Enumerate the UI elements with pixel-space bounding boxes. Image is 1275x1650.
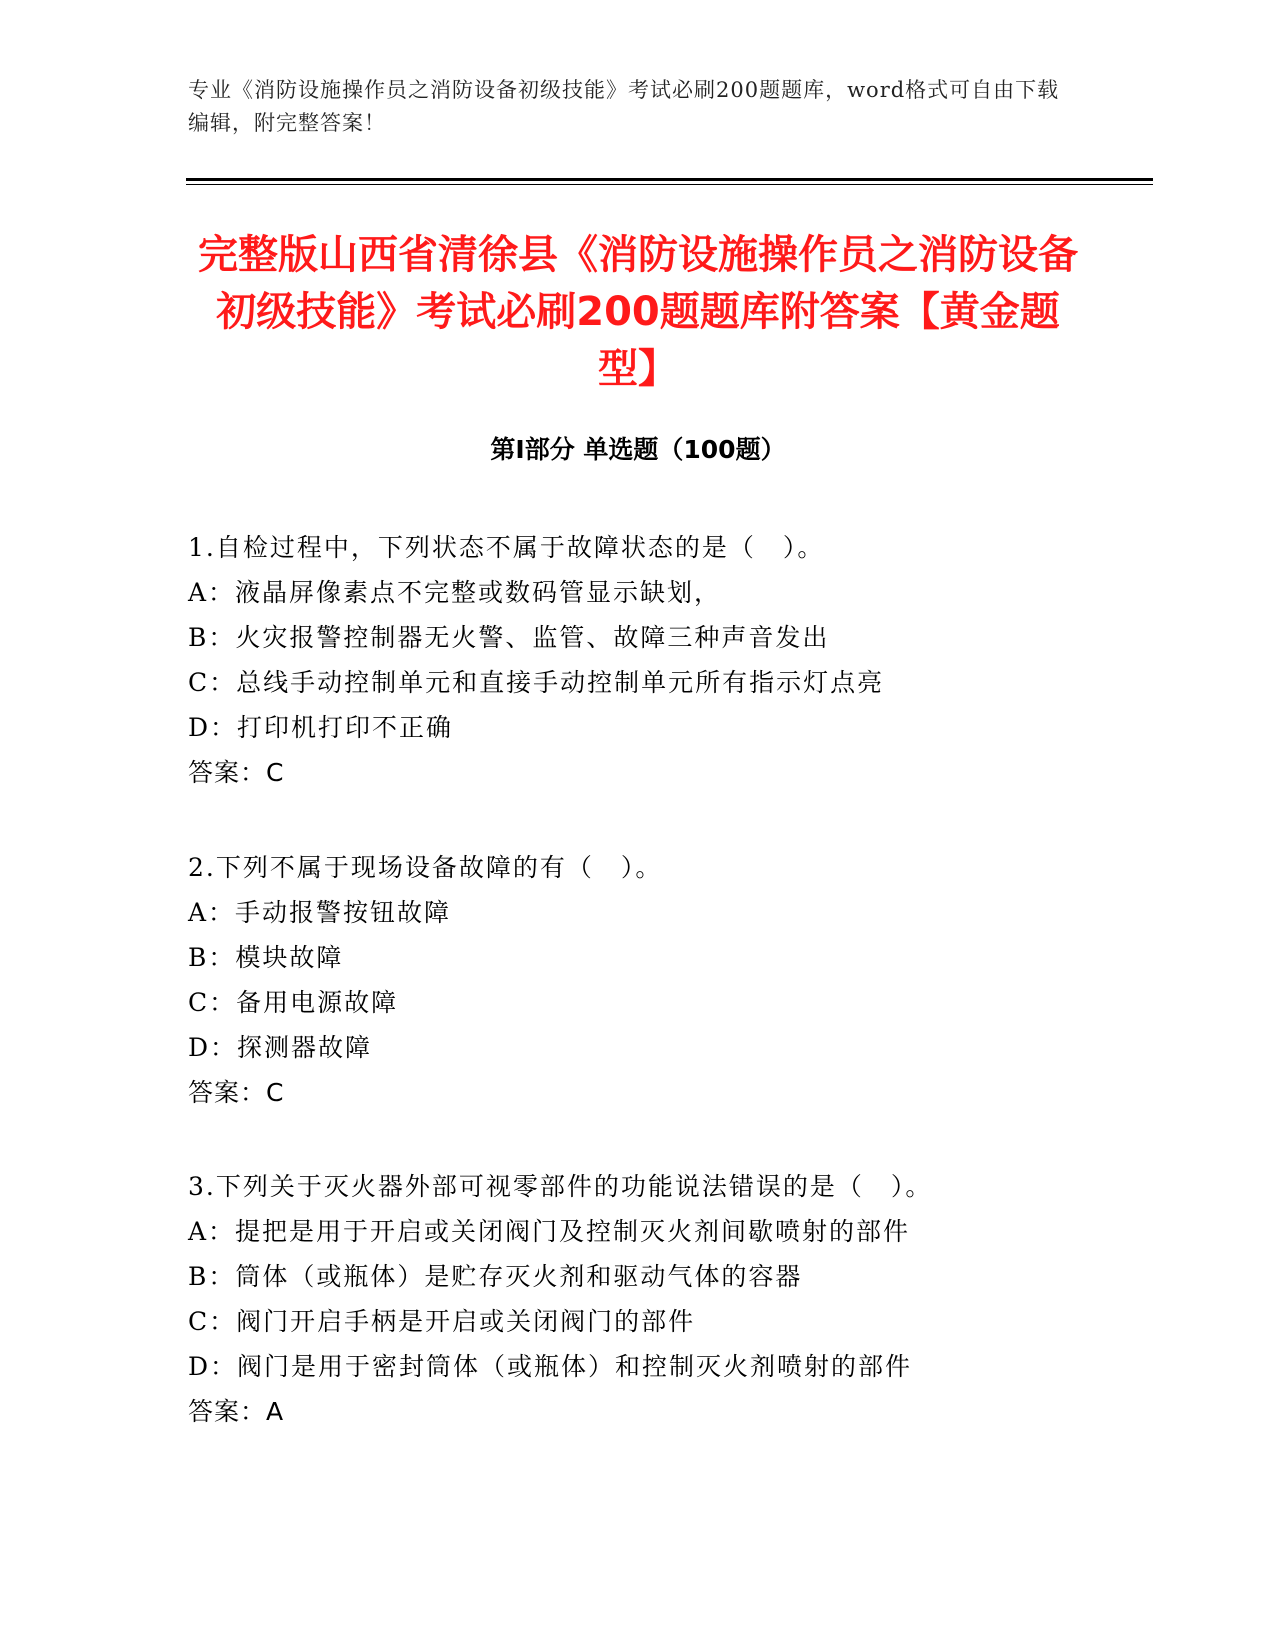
option-b: B：火灾报警控制器无火警、监管、故障三种声音发出: [188, 623, 830, 652]
answer-line: 答案：C: [188, 1078, 285, 1107]
option-b: B：筒体（或瓶体）是贮存灭火剂和驱动气体的容器: [188, 1262, 803, 1291]
header-divider-thick: [186, 178, 1153, 181]
question-stem: 1.自检过程中，下列状态不属于故障状态的是（ ）。: [188, 533, 825, 562]
option-b: B：模块故障: [188, 943, 344, 972]
option-c: C：总线手动控制单元和直接手动控制单元所有指示灯点亮: [188, 668, 885, 697]
question-stem: 2.下列不属于现场设备故障的有（ ）。: [188, 853, 663, 882]
option-a: A：提把是用于开启或关闭阀门及控制灭火剂间歇喷射的部件: [188, 1217, 911, 1246]
option-d: D：阀门是用于密封筒体（或瓶体）和控制灭火剂喷射的部件: [188, 1352, 913, 1381]
option-d: D：打印机打印不正确: [188, 713, 454, 742]
option-d: D：探测器故障: [188, 1033, 373, 1062]
document-title: 完整版山西省清徐县《消防设施操作员之消防设备初级技能》考试必刷200题题库附答案【黄金题型】: [198, 232, 1078, 392]
section-title: 第I部分 单选题（100题）: [490, 435, 786, 464]
option-c: C：备用电源故障: [188, 988, 399, 1017]
question-1: [188, 525, 1148, 795]
question-stem: 3.下列关于灭火器外部可视零部件的功能说法错误的是（ ）。: [188, 1172, 933, 1201]
answer-line: 答案：A: [188, 1397, 285, 1426]
answer-line: 答案：C: [188, 758, 285, 787]
option-a: A：液晶屏像素点不完整或数码管显示缺划，: [188, 578, 722, 607]
header-divider-thin: [186, 184, 1153, 185]
question-3: [188, 1164, 1148, 1434]
option-c: C：阀门开启手柄是开启或关闭阀门的部件: [188, 1307, 696, 1336]
header-note: 专业《消防设施操作员之消防设备初级技能》考试必刷200题题库，word格式可自由下载编辑，附完整答案！: [188, 78, 1060, 135]
question-2: [188, 845, 1148, 1115]
option-a: A：手动报警按钮故障: [188, 898, 452, 927]
